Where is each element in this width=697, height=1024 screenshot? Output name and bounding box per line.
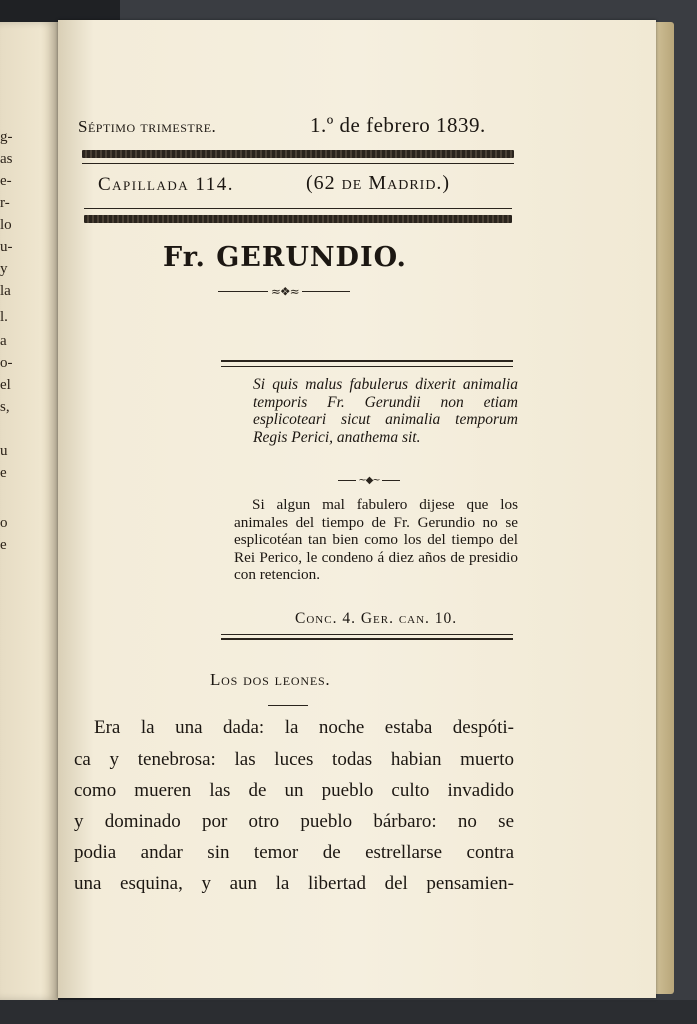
header-rule-thin xyxy=(82,163,514,164)
facing-page-fragment: l. xyxy=(0,309,8,325)
facing-page-fragment: g- xyxy=(0,129,13,145)
facing-page-fragment: a xyxy=(0,333,7,349)
trimester-label: Séptimo trimestre. xyxy=(78,117,217,136)
facing-page-fragment: s, xyxy=(0,399,10,415)
section-title-rule xyxy=(268,705,308,706)
epigraph-spanish: Si algun mal fabulero dijese que los animales del tiempo de Fr. Gerundio no se esplicotéan tan bien como los del tiempo del Rei Perico, le condeno á diez años de presidio con retencion. xyxy=(234,496,518,583)
facing-page-fragment: e xyxy=(0,537,7,553)
header-rule xyxy=(82,150,514,158)
body-line: ca y tenebrosa: las luces todas habian muerto xyxy=(74,749,514,770)
facing-page-fragment: la xyxy=(0,283,11,299)
facing-page-fragment: lo xyxy=(0,217,12,233)
epigraph-rule-top xyxy=(221,360,513,362)
facing-page-fragment: u- xyxy=(0,239,13,255)
background-bottom xyxy=(0,1000,697,1024)
issue-rule-thin xyxy=(84,208,512,209)
body-line: y dominado por otro pueblo bárbaro: no se xyxy=(74,811,514,832)
body-line: Era la una dada: la noche estaba despóti- xyxy=(94,717,514,738)
facing-page-fragment: r- xyxy=(0,195,10,211)
epigraph-rule-bottom xyxy=(221,638,513,640)
title-ornament: ≈❖≈ xyxy=(218,284,350,299)
document-page xyxy=(58,20,656,998)
epigraph-rule-bottom-thin xyxy=(221,634,513,635)
body-line: como mueren las de un pueblo culto invadido xyxy=(74,780,514,801)
body-line: podia andar sin temor de estrellarse contra xyxy=(74,842,514,863)
body-line: una esquina, y aun la libertad del pensamien- xyxy=(74,873,514,894)
facing-page-fragment: el xyxy=(0,377,11,393)
facing-page-fragment: y xyxy=(0,261,8,277)
facing-page xyxy=(0,22,58,1000)
facing-page-fragment: o- xyxy=(0,355,13,371)
madrid-number: (62 de Madrid.) xyxy=(306,172,451,194)
facing-page-fragment: u xyxy=(0,443,8,459)
epigraph-rule-top-thin xyxy=(221,366,513,367)
capillada-number: Capillada 114. xyxy=(98,174,234,195)
facing-page-fragment: o xyxy=(0,515,8,531)
epigraph-latin: Si quis malus fabulerus dixerit animalia temporis Fr. Gerundii non etiam esplicoteari sicut animalia temporum Regis Perici, anathema sit. xyxy=(253,376,518,446)
epigraph-citation: Conc. 4. Ger. can. 10. xyxy=(295,610,458,627)
issue-rule xyxy=(84,215,512,223)
section-title: Los dos leones. xyxy=(210,670,331,689)
facing-page-fragment: e xyxy=(0,465,7,481)
epigraph-ornament: ~◆~ xyxy=(338,475,400,486)
publication-title: Fr. GERUNDIO. xyxy=(163,242,407,273)
facing-page-fragment: e- xyxy=(0,173,12,189)
issue-date: 1.º de febrero 1839. xyxy=(310,113,486,137)
facing-page-fragment: as xyxy=(0,151,13,167)
